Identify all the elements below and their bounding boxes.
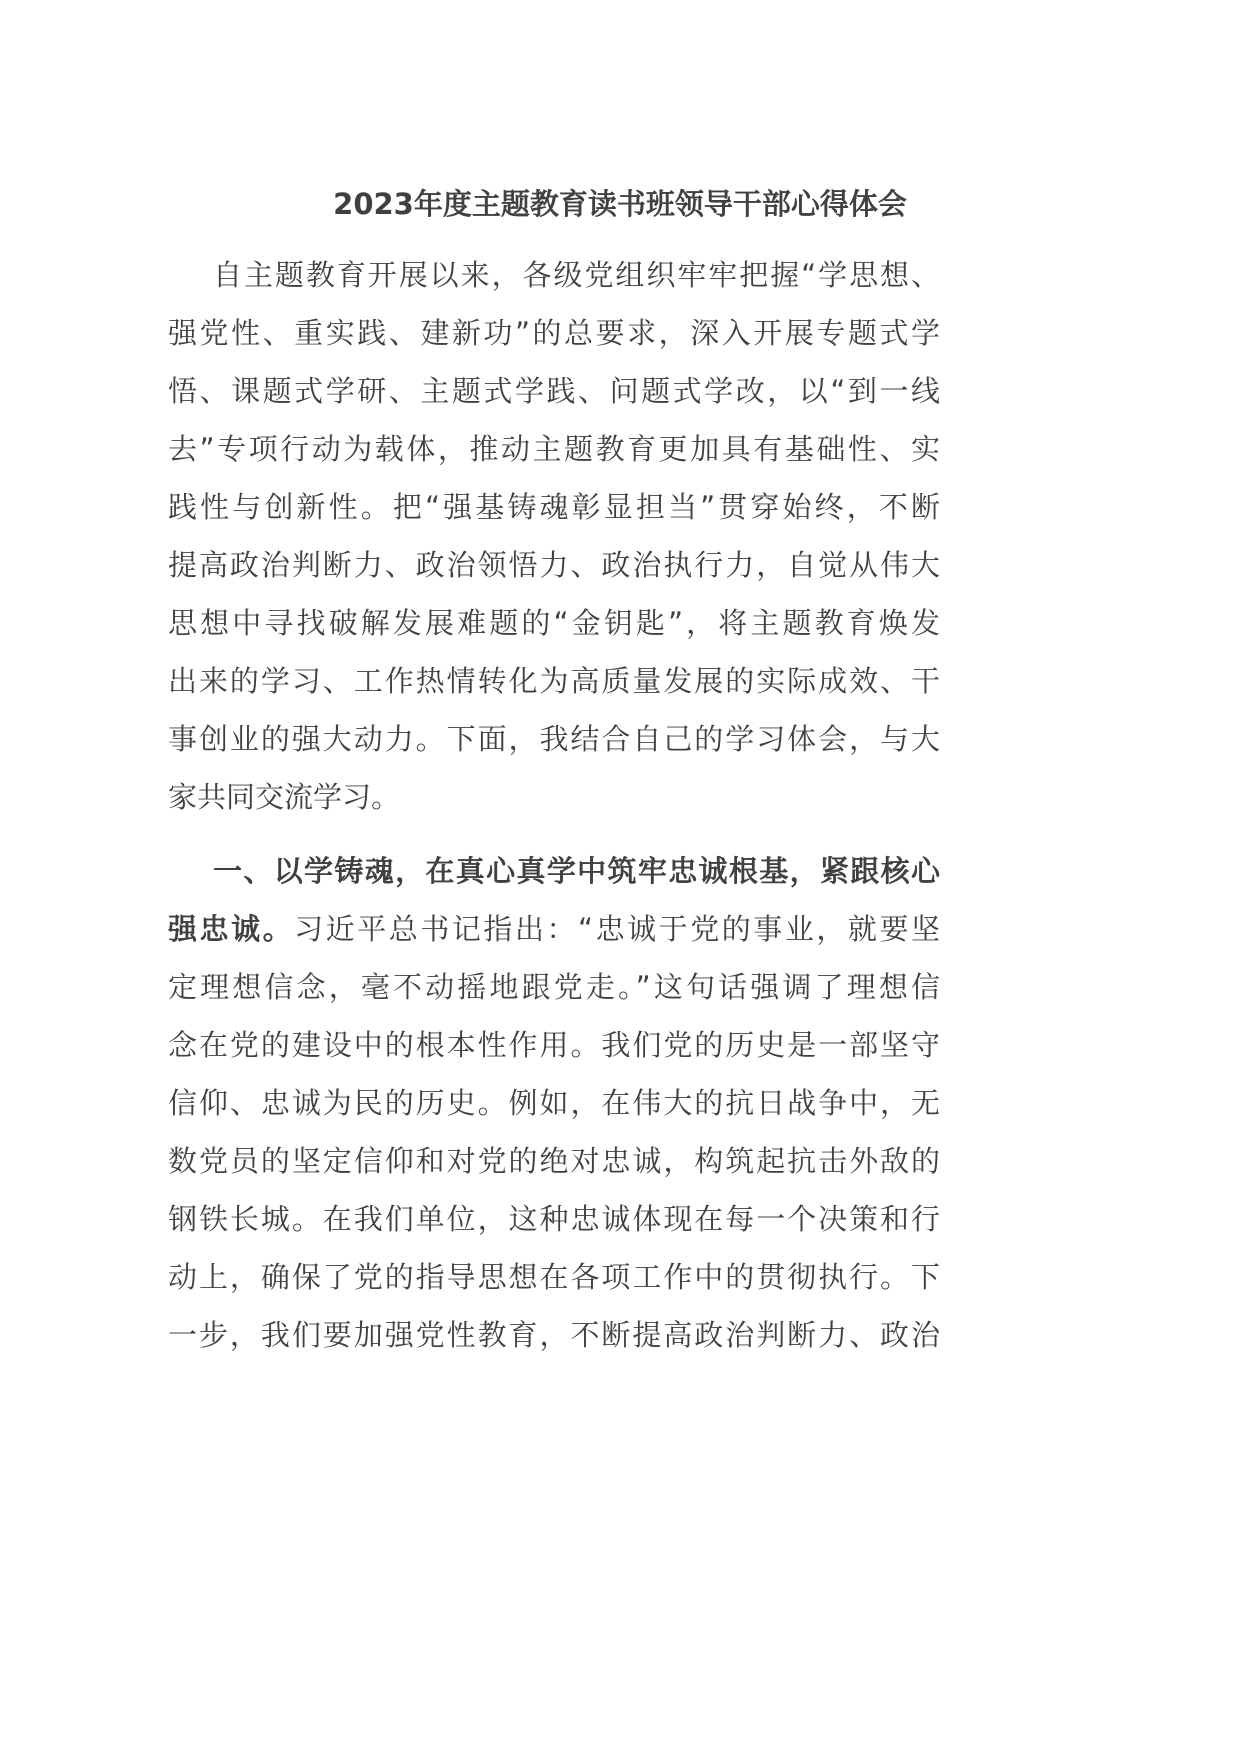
text-segment: 习近平总书记指出：“忠诚于党的事业，就要坚	[294, 912, 940, 946]
section-heading-end: 强忠诚。	[168, 912, 295, 946]
text-line: 钢铁长城。在我们单位，这种忠诚体现在每一个决策和行	[168, 1202, 940, 1236]
text-line: 动上，确保了党的指导思想在各项工作中的贯彻执行。下	[168, 1260, 940, 1294]
text-line: 事创业的强大动力。下面，我结合自己的学习体会，与大	[168, 722, 940, 756]
text-line: 践性与创新性。把“强基铸魂彰显担当”贯穿始终，不断	[168, 490, 940, 524]
text-line: 提高政治判断力、政治领悟力、政治执行力，自觉从伟大	[168, 548, 940, 582]
text-line: 家共同交流学习。	[168, 780, 401, 814]
text-line: 悟、课题式学研、主题式学践、问题式学改，以“到一线	[168, 374, 940, 408]
text-line	[168, 900, 940, 958]
section-heading: 一、以学铸魂，在真心真学中筑牢忠诚根基，紧跟核心	[213, 854, 940, 888]
text-line: 数党员的坚定信仰和对党的绝对忠诚，构筑起抗击外敌的	[168, 1144, 940, 1178]
text-line: 思想中寻找破解发展难题的“金钥匙”，将主题教育焕发	[168, 606, 940, 640]
text-line: 去”专项行动为载体，推动主题教育更加具有基础性、实	[168, 432, 940, 466]
text-line: 信仰、忠诚为民的历史。例如，在伟大的抗日战争中，无	[168, 1086, 940, 1120]
text-line: 自主题教育开展以来，各级党组织牢牢把握“学思想、	[213, 258, 940, 292]
document-title: 2023年度主题教育读书班领导干部心得体会	[333, 187, 907, 221]
text-line: 定理想信念，毫不动摇地跟党走。”这句话强调了理想信	[168, 970, 940, 1004]
text-line: 出来的学习、工作热情转化为高质量发展的实际成效、干	[168, 664, 940, 698]
text-line: 强党性、重实践、建新功”的总要求，深入开展专题式学	[168, 316, 940, 350]
text-line: 念在党的建设中的根本性作用。我们党的历史是一部坚守	[168, 1028, 940, 1062]
text-line: 一步，我们要加强党性教育，不断提高政治判断力、政治	[168, 1318, 940, 1352]
